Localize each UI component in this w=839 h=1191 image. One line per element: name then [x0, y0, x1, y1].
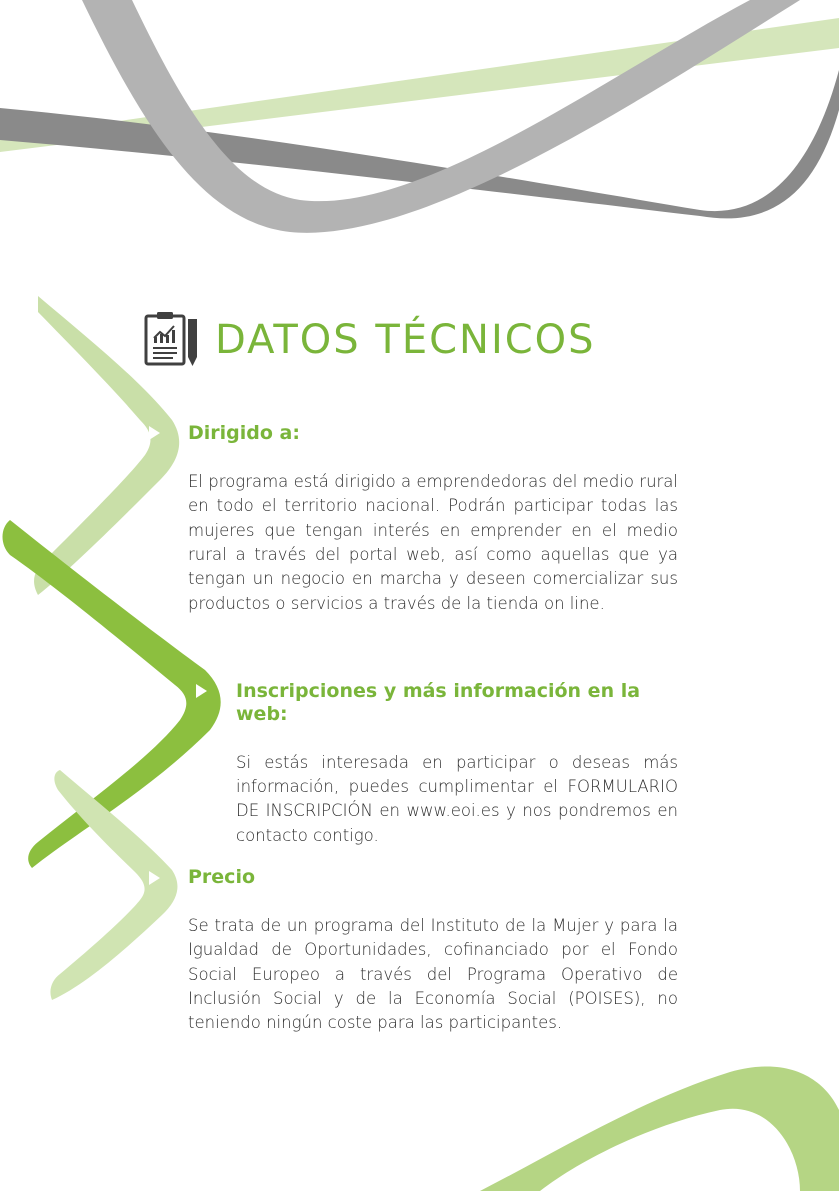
section-body: Se trata de un programa del Instituto de la Mujer y para la Igualdad de Oportunidades, cofinanciado por el Fondo Social Europeo a través del Programa Operativo de Inclusión Social y de la Economía Social (POISES), no teniendo ningún coste para las participantes. — [188, 915, 678, 1033]
top-mid-gray-ribbon — [82, 0, 800, 233]
bottom-right-green-swoosh — [480, 1066, 839, 1191]
section-inscripciones — [236, 680, 678, 848]
triangle-arrow-right-icon — [196, 684, 207, 698]
section-body: El programa está dirigido a emprendedoras del medio rural en todo el territorio nacional. Podrán participar todas las mujeres que tengan interés en emprender en el medio rural a través del portal web, así como aquellas que ya tengan un negocio en marcha y deseen comercializar sus productos o servicios a través de la tienda on line. — [188, 471, 678, 613]
section-heading: Precio — [188, 866, 256, 888]
section-dirigido — [188, 422, 678, 616]
section-heading: Inscripciones y más información en la web: — [236, 680, 641, 725]
section-body: Si estás interesada en participar o deseas más información, puedes cumplimentar el FORMULARIO DE INSCRIPCIÓN en www.eoi.es y nos pondremos en contacto contigo. — [236, 752, 678, 845]
clipboard-chart-pencil-icon — [143, 311, 201, 369]
section-precio — [188, 866, 678, 1036]
page-title: DATOS TÉCNICOS — [215, 317, 596, 363]
triangle-arrow-right-icon — [149, 871, 160, 885]
section-heading: Dirigido a: — [188, 422, 300, 444]
triangle-arrow-right-icon — [149, 426, 160, 440]
title-block — [143, 305, 596, 375]
